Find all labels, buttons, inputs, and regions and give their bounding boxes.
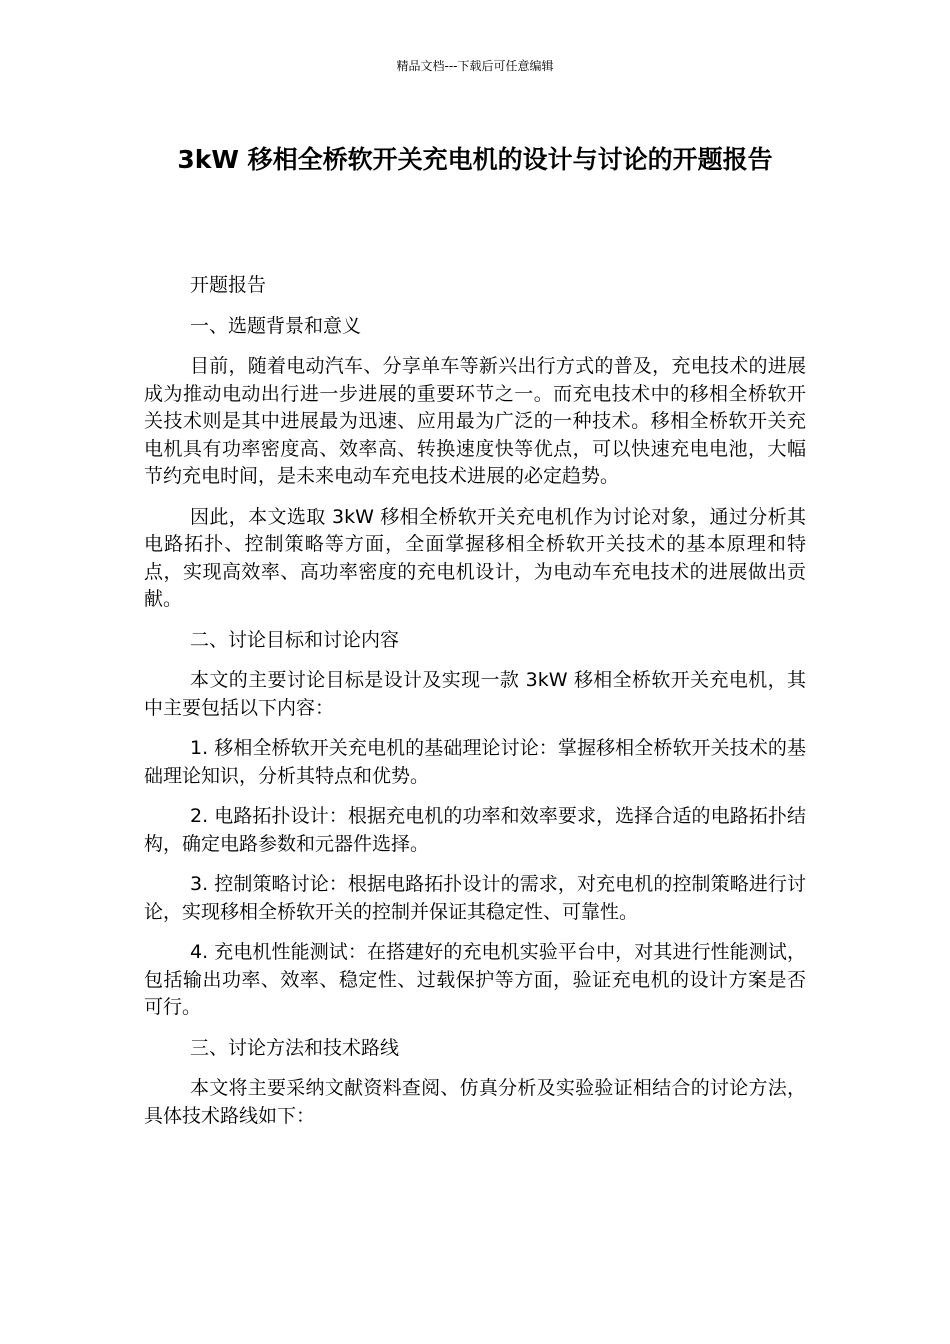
paragraph-report-label: 开题报告: [190, 274, 267, 296]
paragraph-research-object: 因此，本文选取 3kW 移相全桥软开关充电机作为讨论对象，通过分析其电路拓扑、控制策略等方面，全面掌握移相全桥软开关技术的基本原理和特点，实现高效率、高功率密度的充电机设计，为电动车充电技术的进展做出贡献。: [144, 505, 806, 610]
list-item-theory: 1. 移相全桥软开关充电机的基础理论讨论：掌握移相全桥软开关技术的基础理论知识，分析其特点和优势。: [144, 737, 806, 787]
paragraph-background: 目前，随着电动汽车、分享单车等新兴出行方式的普及，充电技术的进展成为推动电动出行进一步进展的重要环节之一。而充电技术中的移相全桥软开关技术则是其中进展最为迅速、应用最为广泛的一种技术。移相全桥软开关充电机具有功率密度高、效率高、转换速度快等优点，可以快速充电电池，大幅节约充电时间，是未来电动车充电技术进展的必定趋势。: [144, 355, 806, 487]
list-item-testing: 4. 充电机性能测试：在搭建好的充电机实验平台中，对其进行性能测试，包括输出功率、效率、稳定性、过载保护等方面，验证充电机的设计方案是否可行。: [144, 941, 806, 1018]
list-item-topology: 2. 电路拓扑设计：根据充电机的功率和效率要求，选择合适的电路拓扑结构，确定电路参数和元器件选择。: [144, 805, 806, 855]
paragraph-goals-intro: 本文的主要讨论目标是设计及实现一款 3kW 移相全桥软开关充电机，其中主要包括以下内容：: [144, 669, 806, 719]
page-header: 精品文档---下载后可任意编辑: [396, 59, 554, 73]
section-heading-goals: 二、讨论目标和讨论内容: [190, 628, 400, 651]
section-heading-background: 一、选题背景和意义: [190, 314, 362, 337]
list-item-control: 3. 控制策略讨论：根据电路拓扑设计的需求，对充电机的控制策略进行讨论，实现移相全桥软开关的控制并保证其稳定性、可靠性。: [144, 873, 806, 923]
document-title: 3kW 移相全桥软开关充电机的设计与讨论的开题报告: [177, 145, 773, 174]
document-body: [144, 272, 806, 1143]
paragraph-methods: 本文将主要采纳文献资料查阅、仿真分析及实验验证相结合的讨论方法，具体技术路线如下：: [144, 1077, 806, 1127]
section-heading-methods: 三、讨论方法和技术路线: [190, 1036, 400, 1059]
